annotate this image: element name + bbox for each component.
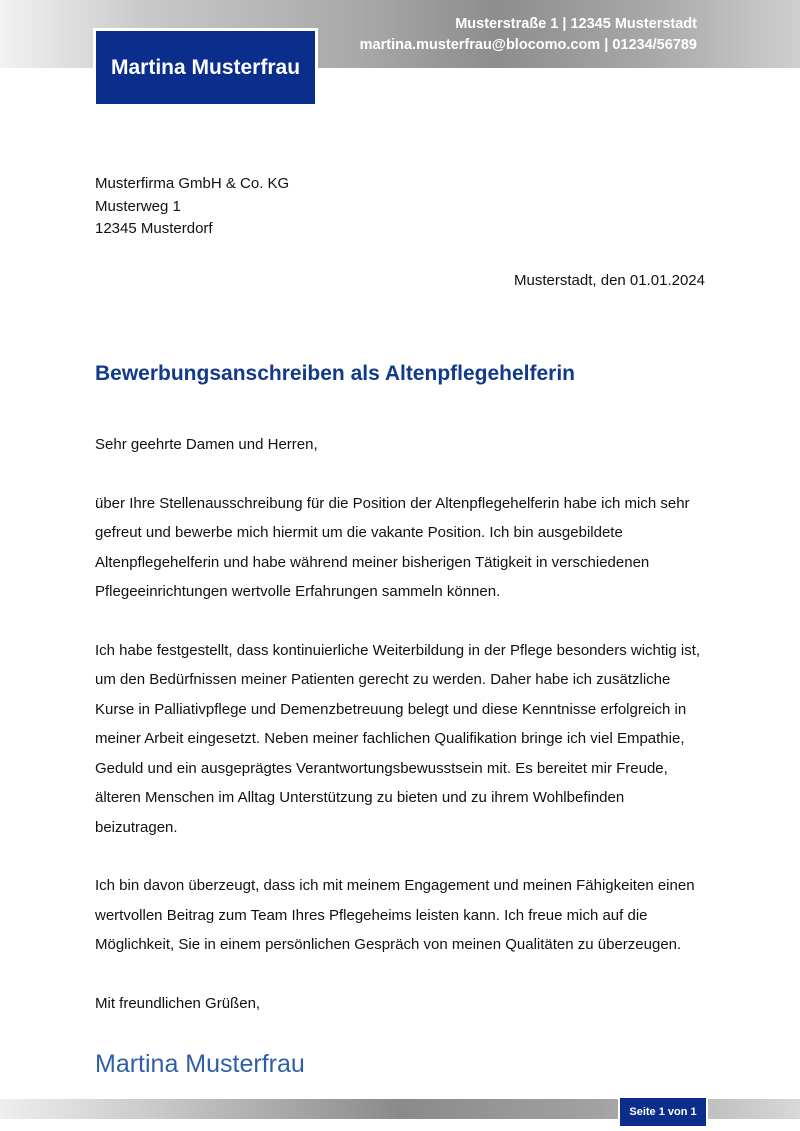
letter-body [95, 430, 710, 1081]
paragraph-1: über Ihre Stellenausschreibung für die Position der Altenpflegehelferin habe ich mich sehr gefreut und bewerbe mich hiermit um die vakante Position. Ich bin ausgebildete Altenpflegehelferin und habe während meiner bisherigen Tätigkeit in verschiedenen Pflegeeinrichtungen wertvolle Erfahrungen sammeln können. [95, 494, 690, 600]
recipient-address [95, 173, 289, 241]
contact-block [360, 14, 697, 56]
sender-name-box [93, 28, 318, 107]
subject-heading: Bewerbungsanschreiben als Altenpflegehelferin [95, 362, 576, 385]
closing: Mit freundlichen Grüßen, [95, 994, 261, 1012]
recipient-street: Musterweg 1 [95, 197, 181, 215]
recipient-company: Musterfirma GmbH & Co. KG [95, 175, 290, 192]
recipient-city: 12345 Musterdorf [95, 220, 213, 237]
page-number-badge [618, 1096, 708, 1128]
sender-name: Martina Musterfrau [110, 55, 301, 79]
paragraph-3: Ich bin davon überzeugt, dass ich mit meinem Engagement und meinen Fähigkeiten einen wertvollen Beitrag zum Team Ihres Pflegeheims leisten kann. Ich freue mich auf die Möglichkeit, Sie in einem persönlichen Gespräch von meinen Qualitäten zu überzeugen. [95, 877, 695, 953]
contact-address: Musterstraße 1 | 12345 Musterstadt [455, 16, 697, 32]
salutation: Sehr geehrte Damen und Herren, [95, 436, 318, 453]
signature: Martina Musterfrau [95, 1050, 305, 1078]
paragraph-2: Ich habe festgestellt, dass kontinuierliche Weiterbildung in der Pflege besonders wichtig ist, um den Bedürfnissen meiner Patienten gerecht zu werden. Daher habe ich zusätzliche Kurse in Palliativpflege und Demenzbetreuung belegt und diese Kenntnisse erfolgreich in meiner Arbeit eingesetzt. Neben meiner fachlichen Qualifikation bringe ich viel Empathie, Geduld und ein ausgeprägtes Verantwortungsbewusstsein mit. Es bereitet mir Freude, älteren Menschen im Alltag Unterstützung zu bieten und zu ihrem Wohlbefinden beizutragen. [95, 641, 701, 836]
page-number-label: Seite 1 von 1 [629, 1106, 697, 1118]
contact-email-phone: martina.musterfrau@blocomo.com | 01234/56789 [359, 37, 697, 53]
date-line: Musterstadt, den 01.01.2024 [514, 272, 705, 289]
